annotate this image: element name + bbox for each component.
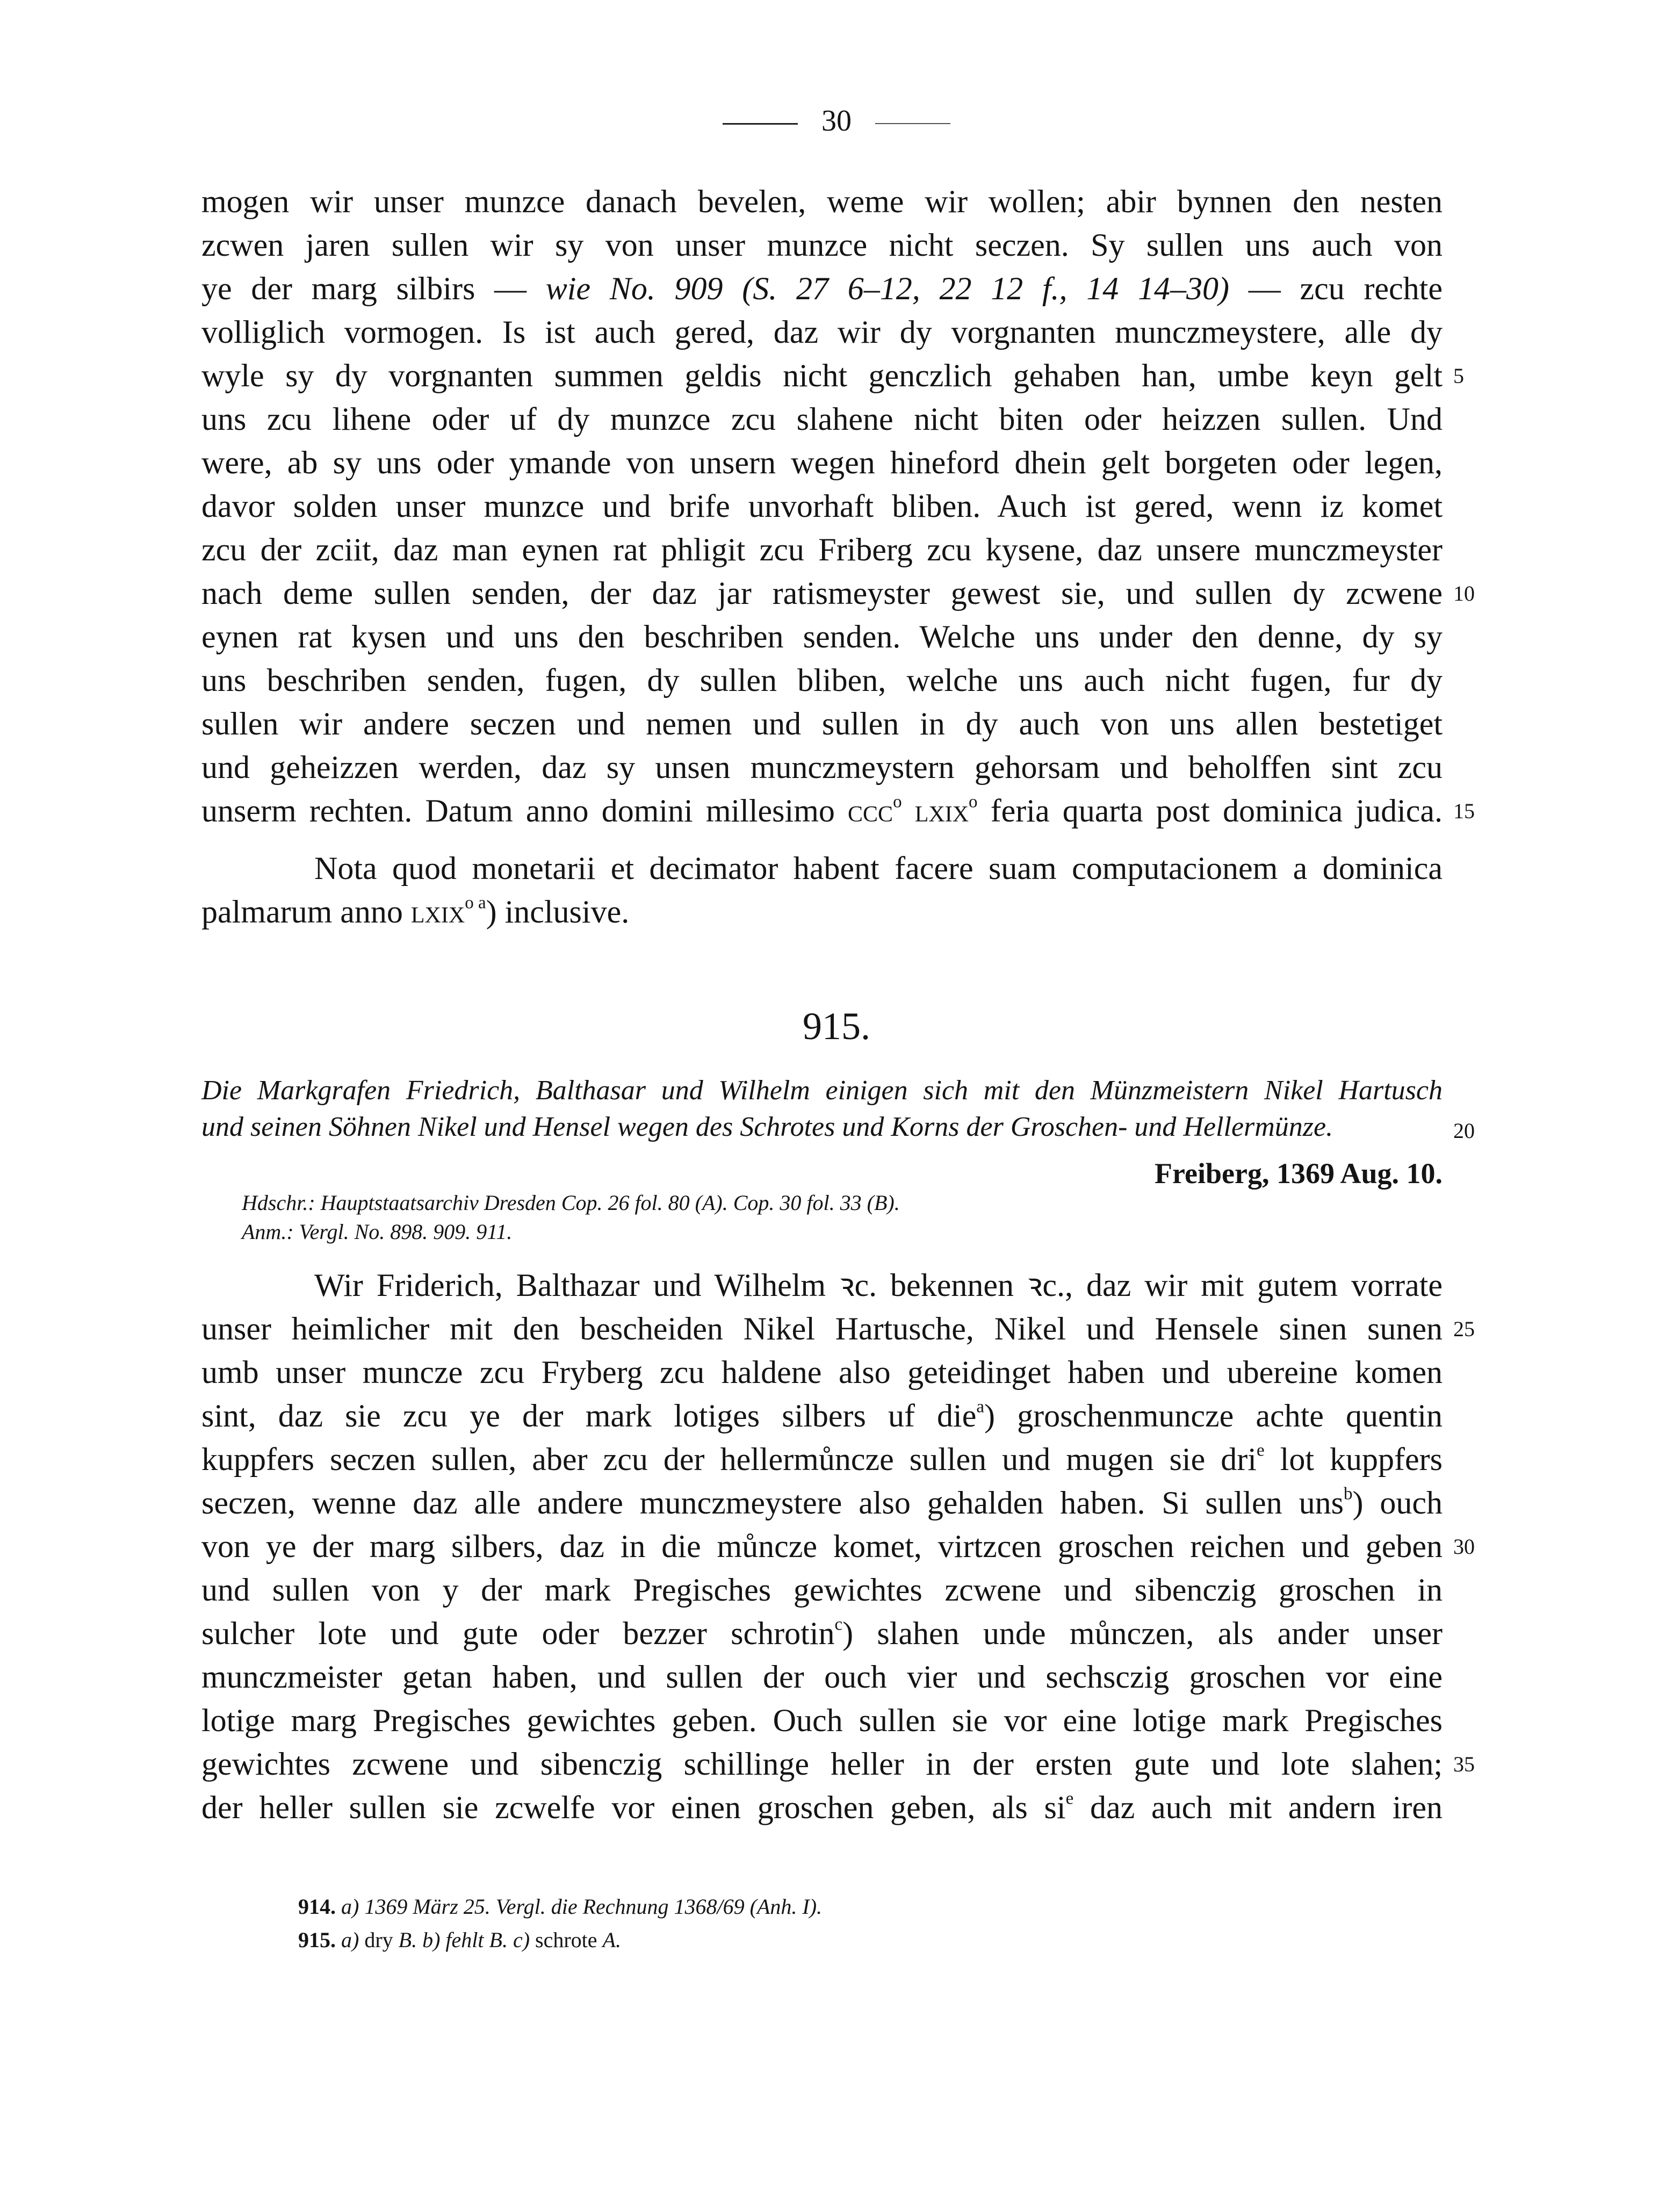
text-line: ye der marg silbirs — wie No. 909 (S. 27 6–12, 22 12 f., 14 14–30) — zcu rechte <box>201 271 1443 306</box>
regest <box>201 1072 1475 1145</box>
line-number: 35 <box>1453 1752 1475 1776</box>
text-line: lotige marg Pregisches gewichtes geben. Ouch sullen sie vor eine lotige mark Pregisches <box>201 1703 1443 1738</box>
text-line: zcwen jaren sullen wir sy von unser munzce nicht seczen. Sy sullen uns auch von <box>201 227 1443 263</box>
footnotes <box>298 1890 822 1957</box>
line-number: 15 <box>1453 799 1475 823</box>
text-line: palmarum anno lxix$^{o a}$) inclusive. <box>201 893 630 930</box>
text-line: munczmeister getan haben, und sullen der ouch vier und sechsczig groschen vor eine <box>201 1659 1443 1695</box>
text-line: sulcher lote und gute oder bezzer schrotin$^c$) slahen unde můnczen, als ander unser <box>201 1615 1443 1651</box>
line-number: 10 <box>1453 581 1475 606</box>
text-line: unserm rechten. Datum anno domini millesimo ccc$^o$ lxix$^o$ feria quarta post dominica judica. 15 <box>201 789 1443 833</box>
source-note <box>242 1188 900 1246</box>
text-line: seczen, wenne daz alle andere munczmeystere also gehalden haben. Si sullen uns$^b$) ouch <box>201 1484 1443 1521</box>
text-line: sullen wir andere seczen und nemen und sullen in dy auch von uns allen bestetiget <box>201 706 1443 741</box>
text-line: zcu der zciit, daz man eynen rat phligit zcu Friberg zcu kysene, daz unsere munczmeyster <box>201 532 1443 567</box>
text-line: gewichtes zcwene und sibenczig schillinge heller in der ersten gute und lote slahen; 35 <box>201 1742 1443 1786</box>
footnote: 915. a) dry B. b) fehlt B. c) schrote A. <box>298 1928 621 1952</box>
text-line: volliglich vormogen. Is ist auch gered, daz wir dy vorgnanten munczmeystere, alle dy <box>201 314 1443 350</box>
text-line: uns zcu lihene oder uf dy munzce zcu slahene nicht biten oder heizzen sullen. Und <box>201 401 1443 437</box>
source-line-remark: Anm.: Vergl. No. 898. 909. 911. <box>242 1220 513 1244</box>
line-number: 30 <box>1453 1534 1475 1559</box>
text-line: wyle sy dy vorgnanten summen geldis nicht genczlich gehaben han, umbe keyn gelt 5 <box>201 354 1443 398</box>
nota-paragraph <box>201 847 1443 934</box>
text-line: und sullen von y der mark Pregisches gewichtes zcwene und sibenczig groschen in <box>201 1572 1443 1608</box>
continued-text-914 <box>201 180 1475 833</box>
text-line: unser heimlicher mit den bescheiden Nikel Hartusche, Nikel und Hensele sinen sunen 25 <box>201 1307 1443 1351</box>
text-line: mogen wir unser munzce danach bevelen, weme wir wollen; abir bynnen den nesten <box>201 184 1443 219</box>
text-line: sint, daz sie zcu ye der mark lotiges silbers uf die$^a$) groschenmuncze achte quentin <box>201 1397 1443 1433</box>
text-line: kuppfers seczen sullen, aber zcu der hellermůncze sullen und mugen sie dri$^e$ lot kuppfers <box>201 1440 1443 1477</box>
header-rule-right <box>875 123 950 124</box>
place-date-line: Freiberg, 1369 Aug. 10. <box>1155 1157 1443 1190</box>
regest-line: und seinen Söhnen Nikel und Hensel wegen des Schrotes und Korns der Groschen- und Hellermünze. 20 <box>201 1109 1443 1145</box>
regest-line: Die Markgrafen Friedrich, Balthasar und Wilhelm einigen sich mit den Münzmeistern Nikel Hartusch <box>201 1075 1443 1106</box>
text-line: umb unser muncze zcu Fryberg zcu haldene also geteidinget haben und ubereine komen <box>201 1354 1443 1390</box>
text-line: eynen rat kysen und uns den beschriben senden. Welche uns under den denne, dy sy <box>201 619 1443 654</box>
page-header <box>0 99 1673 142</box>
text-line: von ye der marg silbers, daz in die můncze komet, virtzcen groschen reichen und geben 30 <box>201 1525 1443 1568</box>
text-line: nach deme sullen senden, der daz jar ratismeyster gewest sie, und sullen dy zcwene 10 <box>201 572 1443 615</box>
line-number: 20 <box>1453 1119 1475 1143</box>
header-rule-left <box>723 123 798 125</box>
source-line-manuscript: Hdschr.: Hauptstaatsarchiv Dresden Cop. 26 fol. 80 (A). Cop. 30 fol. 33 (B). <box>242 1191 900 1215</box>
text-line: der heller sullen sie zcwelfe vor einen groschen geben, als $si^e$ daz auch mit andern iren <box>201 1789 1443 1825</box>
page-number: 30 <box>821 104 852 138</box>
document-number: 915. <box>803 1005 870 1048</box>
text-line: Wir Friderich, Balthazar und Wilhelm ꝛc. bekennen ꝛc., daz wir mit gutem vorrate <box>314 1267 1443 1303</box>
text-line: davor solden unser munzce und brife unvorhaft bliben. Auch ist gered, wenn iz komet <box>201 488 1443 524</box>
text-line: Nota quod monetarii et decimator habent facere suam computacionem a dominica <box>314 851 1443 886</box>
line-number: 5 <box>1453 364 1464 388</box>
document-text-915 <box>201 1264 1475 1829</box>
line-number: 25 <box>1453 1317 1475 1341</box>
footnote: 914. a) 1369 März 25. Vergl. die Rechnung 1368/69 (Anh. I). <box>298 1894 823 1919</box>
text-line: uns beschriben senden, fugen, dy sullen bliben, welche uns auch nicht fugen, fur dy <box>201 662 1443 698</box>
text-line: und geheizzen werden, daz sy unsen munczmeystern gehorsam und beholffen sint zcu <box>201 750 1443 785</box>
text-line: were, ab sy uns oder ymande von unsern wegen hineford dhein gelt borgeten oder legen, <box>201 445 1443 480</box>
